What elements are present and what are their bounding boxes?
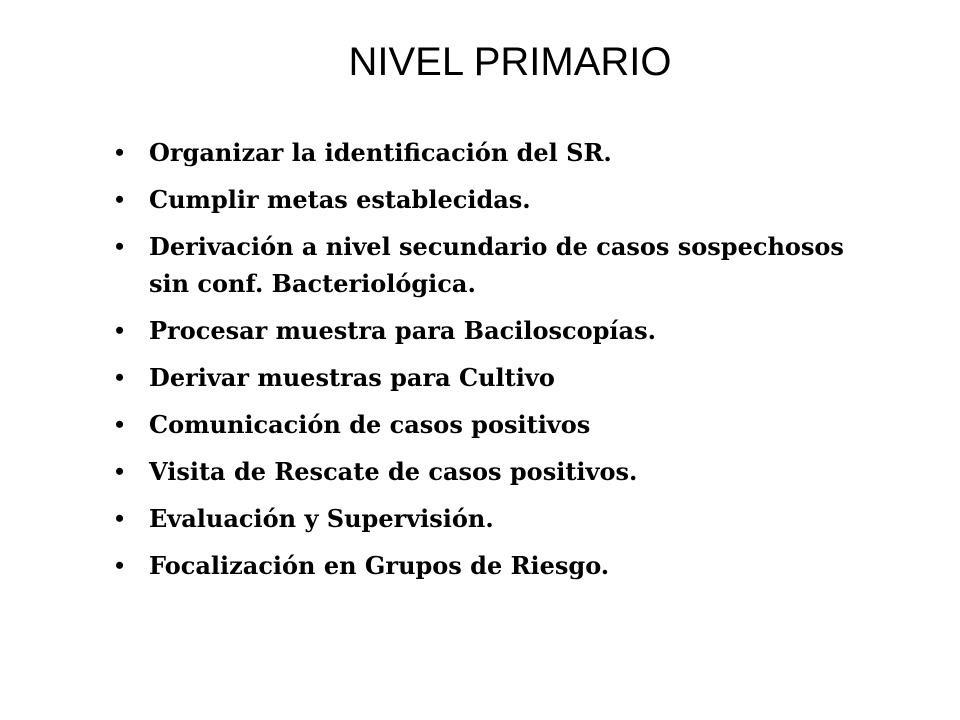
list-item <box>115 228 875 302</box>
list-item-text: Comunicación de casos positivos <box>149 410 591 439</box>
list-item <box>115 453 875 490</box>
bullet-icon: • <box>115 185 125 214</box>
list-item-text: Focalización en Grupos de Riesgo. <box>149 551 610 580</box>
bullet-icon: • <box>115 551 125 580</box>
list-item-text: Derivación a nivel secundario de casos sospechosos sin conf. Bacteriológica. <box>149 232 844 298</box>
bullet-icon: • <box>115 138 125 167</box>
bullet-icon: • <box>115 316 125 345</box>
list-item <box>115 406 875 443</box>
bullet-icon: • <box>115 363 125 392</box>
list-item-text: Organizar la identificación del SR. <box>149 138 612 167</box>
list-item-text: Derivar muestras para Cultivo <box>149 363 555 392</box>
list-item <box>115 312 875 349</box>
list-item <box>115 134 875 171</box>
list-item-text: Cumplir metas establecidas. <box>149 185 531 214</box>
list-item-text: Evaluación y Supervisión. <box>149 504 494 533</box>
bullet-icon: • <box>115 504 125 533</box>
slide-title: NIVEL PRIMARIO <box>348 40 672 84</box>
list-item <box>115 359 875 396</box>
bullet-icon: • <box>115 410 125 439</box>
list-item-text: Visita de Rescate de casos positivos. <box>149 457 638 486</box>
bullet-icon: • <box>115 232 125 261</box>
list-item <box>115 181 875 218</box>
list-item-text: Procesar muestra para Baciloscopías. <box>149 316 656 345</box>
bullet-icon: • <box>115 457 125 486</box>
list-item <box>115 547 875 584</box>
list-item <box>115 500 875 537</box>
bullet-list <box>115 134 875 594</box>
